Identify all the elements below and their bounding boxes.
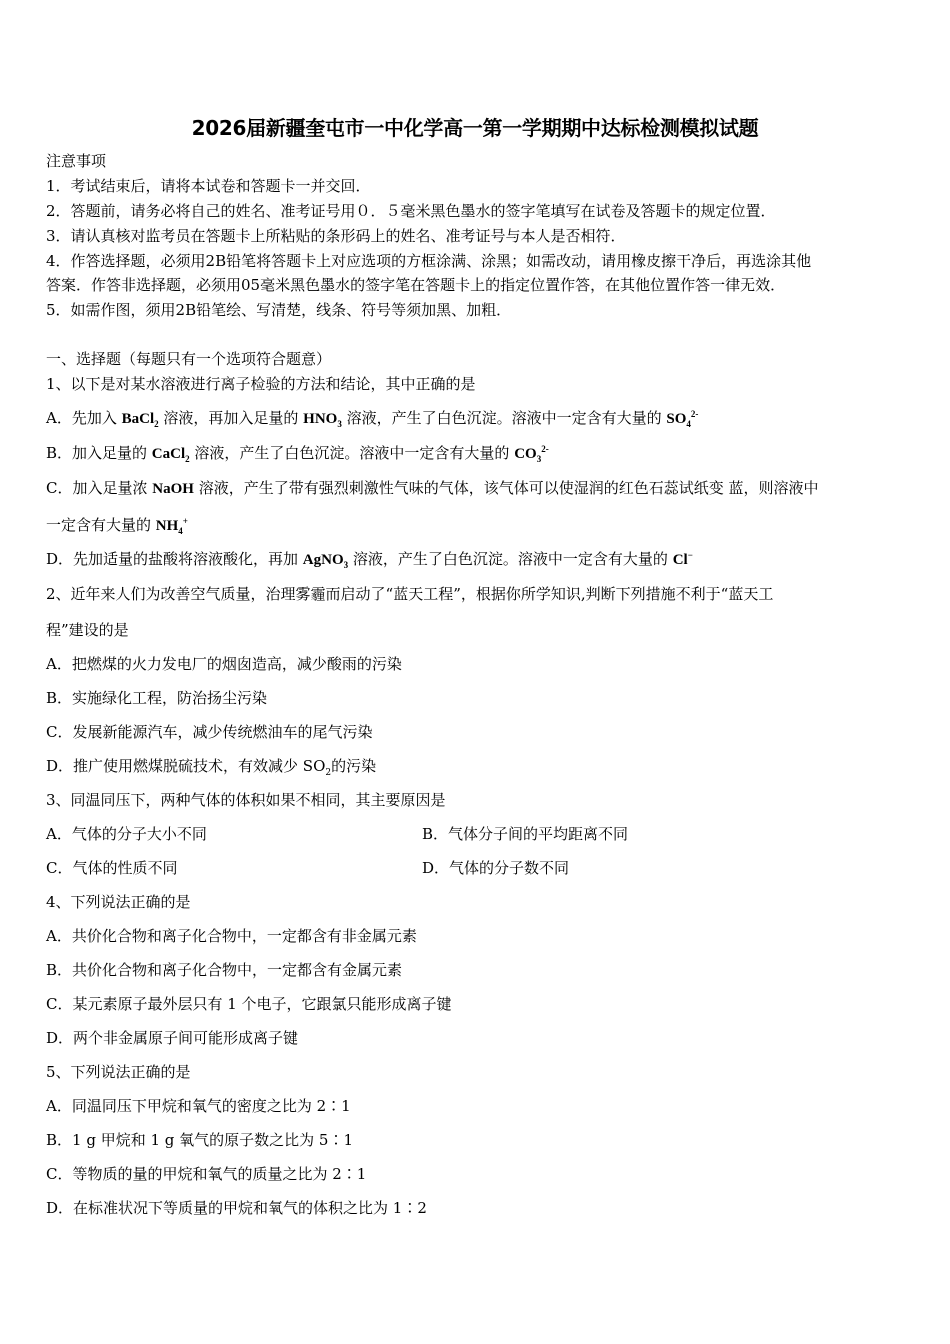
question-4-option-c: C．某元素原子最外层只有 1 个电子，它跟氯只能形成离子键 <box>46 995 452 1013</box>
notice-item-2: 2．答题前，请务必将自己的姓名、准考证号用０．５毫米黑色墨水的签字笔填写在试卷及答题卡的规定位置． <box>46 202 776 220</box>
question-1-stem: 1、以下是对某水溶液进行离子检验的方法和结论，其中正确的是 <box>46 375 476 393</box>
question-2-option-c: C．发展新能源汽车，减少传统燃油车的尾气污染 <box>46 723 373 741</box>
question-1-option-c: C．加入足量浓 NaOH 溶液，产生了带有强烈刺激性气味的气体，该气体可以使湿润的红色石蕊试纸变 蓝，则溶液中 <box>46 479 819 497</box>
question-4-stem: 4、下列说法正确的是 <box>46 893 191 911</box>
question-4-option-a: A．共价化合物和离子化合物中，一定都含有非金属元素 <box>46 927 417 945</box>
question-2-option-d: D．推广使用燃煤脱硫技术，有效减少 $SO_2$的污染 <box>46 757 377 778</box>
question-3-option-b: B．气体分子间的平均距离不同 <box>422 825 629 843</box>
notice-item-5: 5．如需作图，须用2B铅笔绘、写清楚，线条、符号等须加黑、加粗． <box>46 301 512 319</box>
question-3-option-c: C．气体的性质不同 <box>46 859 178 877</box>
question-2-stem-cont: 程”建设的是 <box>46 621 129 639</box>
page-title: 2026届新疆奎屯市一中化学高一第一学期期中达标检测模拟试题 <box>191 116 759 140</box>
notice-item-1: 1．考试结束后，请将本试卷和答题卡一并交回． <box>46 177 371 195</box>
question-5-option-d: D．在标准状况下等质量的甲烷和氧气的体积之比为 1∶2 <box>46 1199 427 1217</box>
question-5-option-a: A．同温同压下甲烷和氧气的密度之比为 2∶1 <box>46 1097 351 1115</box>
question-3-option-d: D．气体的分子数不同 <box>422 859 570 877</box>
notice-item-4: 4．作答选择题，必须用2B铅笔将答题卡上对应选项的方框涂满、涂黑；如需改动，请用橡皮擦干净后，再选涂其他 <box>46 252 812 270</box>
question-1-option-c-cont: 一定含有大量的 $NH_4^+$ <box>46 516 188 536</box>
section-heading: 一、选择题（每题只有一个选项符合题意） <box>46 350 332 368</box>
question-2-stem: 2、近年来人们为改善空气质量，治理雾霾而启动了“蓝天工程”，根据你所学知识,判断下列措施不利于“蓝天工 <box>46 585 774 603</box>
question-2-option-a: A．把燃煤的火力发电厂的烟囱造高，减少酸雨的污染 <box>46 655 402 673</box>
question-5-stem: 5、下列说法正确的是 <box>46 1063 191 1081</box>
question-3-row-2 <box>46 858 910 878</box>
question-1-option-d: D．先加适量的盐酸将溶液酸化，再加 AgNO$_3$ 溶液，产生了白色沉淀。溶液中一定含有大量的 Cl− <box>46 550 693 570</box>
notice-item-3: 3．请认真核对监考员在答题卡上所粘贴的条形码上的姓名、准考证号与本人是否相符． <box>46 227 626 245</box>
question-1-option-b: B．加入足量的 CaCl$_2$ 溶液，产生了白色沉淀。溶液中一定含有大量的 $CO_3^{2-}$ <box>46 444 549 464</box>
question-2-option-b: B．实施绿化工程，防治扬尘污染 <box>46 689 268 707</box>
notice-item-4-cont: 答案．作答非选择题，必须用05毫米黑色墨水的签字笔在答题卡上的指定位置作答，在其他位置作答一律无效． <box>46 276 786 294</box>
question-3-option-a: A．气体的分子大小不同 <box>46 825 207 843</box>
question-4-option-b: B．共价化合物和离子化合物中，一定都含有金属元素 <box>46 961 403 979</box>
question-4-option-d: D．两个非金属原子间可能形成离子键 <box>46 1029 299 1047</box>
question-1-option-a: A．先加入 BaCl$_2$ 溶液，再加入足量的 $HNO_3$ 溶液，产生了白色沉淀。溶液中一定含有大量的 $SO_4^{2-}$ <box>46 409 699 429</box>
notice-heading: 注意事项 <box>46 152 107 170</box>
question-5-option-b: B．1 g 甲烷和 1 g 氧气的原子数之比为 5∶1 <box>46 1131 354 1149</box>
question-3-stem: 3、同温同压下，两种气体的体积如果不相同，其主要原因是 <box>46 791 446 809</box>
question-3-row-1 <box>46 824 910 844</box>
question-5-option-c: C．等物质的量的甲烷和氧气的质量之比为 2∶1 <box>46 1165 367 1183</box>
